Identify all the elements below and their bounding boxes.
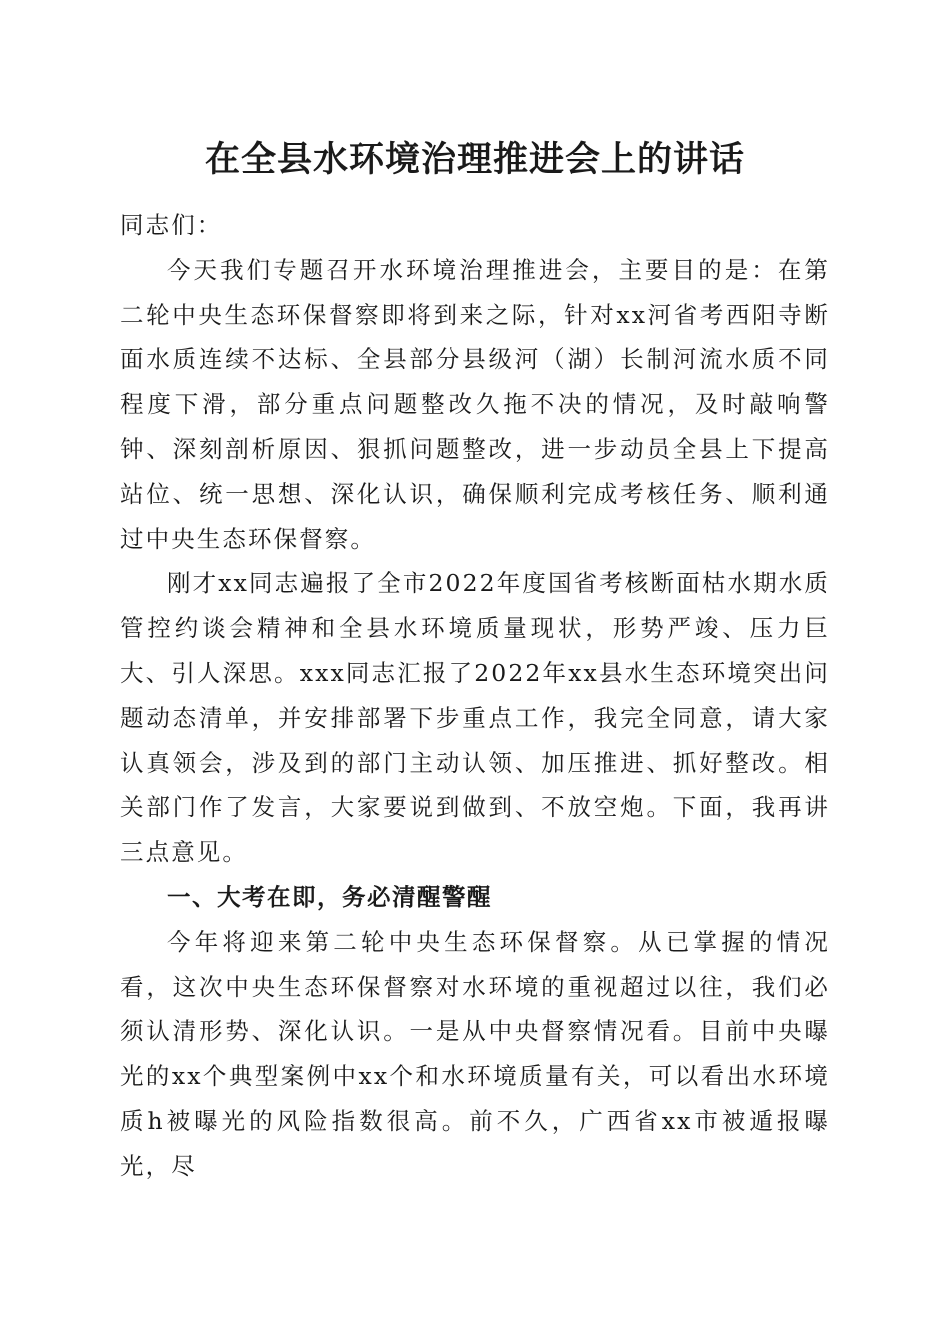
paragraph-section-one: 今年将迎来第二轮中央生态环保督察。从已掌握的情况看，这次中央生态环保督察对水环境的重视超过以往，我们必须认清形势、深化认识。一是从中央督察情况看。目前中央曝光的xx个典型案例中xx个和水环境质量有关，可以看出水环境质h被曝光的风险指数很高。前不久，广西省xx市被遁报曝光，尽	[120, 927, 830, 1180]
salutation: 同志们：	[120, 211, 223, 239]
paragraph-report: 刚才xx同志遍报了全市2022年度国省考核断面枯水期水质管控约谈会精神和全县水环境质量现状，形势严竣、压力巨大、引人深思。xxx同志汇报了2022年xx县水生态环境突出问题动态清单，并安排部署下步重点工作，我完全同意，请大家认真领会，涉及到的部门主动认领、加压推进、抓好整改。相关部门作了发言，大家要说到做到、不放空炮。下面，我再讲三点意见。	[120, 569, 830, 867]
paragraph-opening: 今天我们专题召开水环境治理推进会，主要目的是：在第二轮中央生态环保督察即将到来之际，针对xx河省考西阳寺断面水质连续不达标、全县部分县级河（湖）长制河流水质不同程度下滑，部分重点问题整改久拖不决的情况，及时敲响警钟、深刻剖析原因、狠抓问题整改，进一步动员全县上下提高站位、统一思想、深化认识，确保顺利完成考核任务、顺利通过中央生态环保督察。	[120, 255, 830, 553]
document-title: 在全县水环境治理推进会上的讲话	[204, 139, 745, 180]
document-body	[120, 203, 830, 1189]
section-heading: 一、大考在即，务必清醒警醒	[167, 882, 492, 911]
